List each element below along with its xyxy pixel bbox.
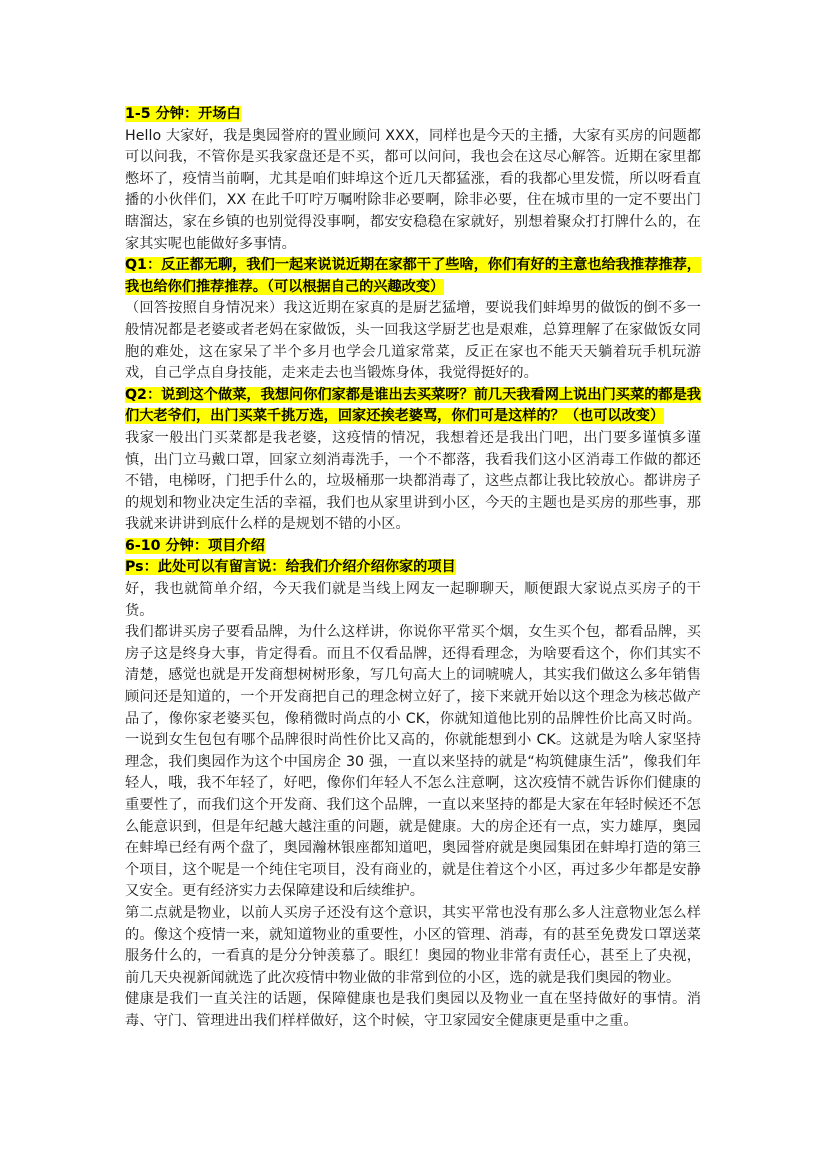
highlighted-text: Ps：此处可以有留言说：给我们介绍介绍你家的项目 — [125, 559, 456, 576]
highlighted-text: Q2：说到这个做菜，我想问你们家都是谁出去买菜呀？前几天我看网上说出门买菜的都是我们大老爷们，出门买菜千挑万选，回家还挨老婆骂，你们可是这样的？（也可以改变） — [125, 386, 701, 425]
document-body — [125, 104, 701, 1033]
question-block — [125, 385, 701, 428]
paragraph: （回答按照自身情况来）我这近期在家真的是厨艺猛增，要说我们蚌埠男的做饭的倒不多一般情况都是老婆或者老妈在家做饭，头一回我这学厨艺也是艰难，总算理解了在家做饭女同胞的难处，这在家呆了半个多月也学会几道家常菜，反正在家也不能天天躺着玩手机玩游戏，自己学点自身技能，走来走去也当锻炼身体，我觉得挺好的。 — [125, 300, 701, 382]
highlighted-text: 1-5 分钟：开场白 — [125, 106, 241, 122]
question-block — [125, 255, 701, 298]
section-note-heading — [125, 557, 701, 579]
paragraph: 我家一般出门买菜都是我老婆，这疫情的情况，我想着还是我出门吧，出门要多谨慎多谨慎，出门立马戴口罩，回家立刻消毒洗手，一个不都落，我看我们这小区消毒工作做的都还不错，电梯呀，门把手什么的，垃圾桶那一块都消毒了，这些点都让我比较放心。都讲房子的规划和物业决定生活的幸福，我们也从家里讲到小区，今天的主题也是买房的那些事，那我就来讲讲到底什么样的是规划不错的小区。 — [125, 429, 701, 533]
section-heading — [125, 104, 701, 126]
paragraph: 健康是我们一直关注的话题，保障健康也是我们奥园以及物业一直在坚持做好的事情。消毒、守门、管理进出我们样样做好，这个时候，守卫家园安全健康更是重中之重。 — [125, 991, 701, 1029]
paragraph: 我们都讲买房子要看品牌，为什么这样讲，你说你平常买个烟，女生买个包，都看品牌，买房子这是终身大事，肯定得看。而且不仅看品牌，还得看理念，为啥要看这个，你们其实不清楚，感觉也就是开发商想树树形象，写几句高大上的词唬唬人，其实我们做这么多年销售顾问还是知道的，一个开发商把自己的理念树立好了，接下来就开始以这个理念为核芯做产品了，像你家老婆买包，像稍微时尚点的小 CK，你就知道他比别的品牌性价比高又时尚。一说到女生包包有哪个品牌很时尚性价比又高的，你就能想到小 CK。这就是为啥人家坚持理念，我们奥园作为这个中国房企 30 强，一直以来坚持的就是“构筑健康生活”，像我们年轻人，哦，我不年轻了，好吧，像你们年轻人不怎么注意啊，这次疫情不就告诉你们健康的重要性了，而我们这个开发商、我们这个品牌，一直以来坚持的都是大家在年轻时候还不怎么能意识到，但是年纪越大越注重的问题，就是健康。大的房企还有一点，实力雄厚，奥园在蚌埠已经有两个盘了，奥园瀚林银座都知道吧，奥园誉府就是奥园集团在蚌埠打造的第三个项目，这个呢是一个纯住宅项目，没有商业的，就是住着这个小区，再过多少年都是安静又安全。更有经济实力去保障建设和后续维护。 — [125, 624, 701, 900]
paragraph: 好，我也就简单介绍，今天我们就是当线上网友一起聊聊天，顺便跟大家说点买房子的干货。 — [125, 581, 701, 619]
section-heading — [125, 536, 701, 558]
paragraph: Hello 大家好，我是奥园誉府的置业顾问 XXX，同样也是今天的主播，大家有买房的问题都可以问我，不管你是买我家盘还是不买，都可以问问，我也会在这尽心解答。近期在家里都憋坏了，疫情当前啊，尤其是咱们蚌埠这个近几天都猛涨，看的我都心里发慌，所以呀看直播的小伙伴们，XX 在此千叮咛万嘱咐除非必要啊，除非必要，住在城市里的一定不要出门瞎溜达，家在乡镇的也别觉得没事啊，都安安稳稳在家就好，别想着聚众打打牌什么的，在家其实呢也能做好多事情。 — [125, 127, 701, 252]
paragraph: 第二点就是物业，以前人买房子还没有这个意识，其实平常也没有那么多人注意物业怎么样的。像这个疫情一来，就知道物业的重要性，小区的管理、消毒，有的甚至免费发口罩送菜服务什么的，一看真的是分分钟羡慕了。眼红！奥园的物业非常有责任心，甚至上了央视，前几天央视新闻就选了此次疫情中物业做的非常到位的小区，选的就是我们奥园的物业。 — [125, 904, 701, 986]
highlighted-text: 6-10 分钟：项目介绍 — [125, 537, 265, 554]
highlighted-text: Q1：反正都无聊，我们一起来说说近期在家都干了些啥，你们有好的主意也给我推荐推荐，我也给你们推荐推荐。（可以根据自己的兴趣改变） — [125, 257, 701, 295]
